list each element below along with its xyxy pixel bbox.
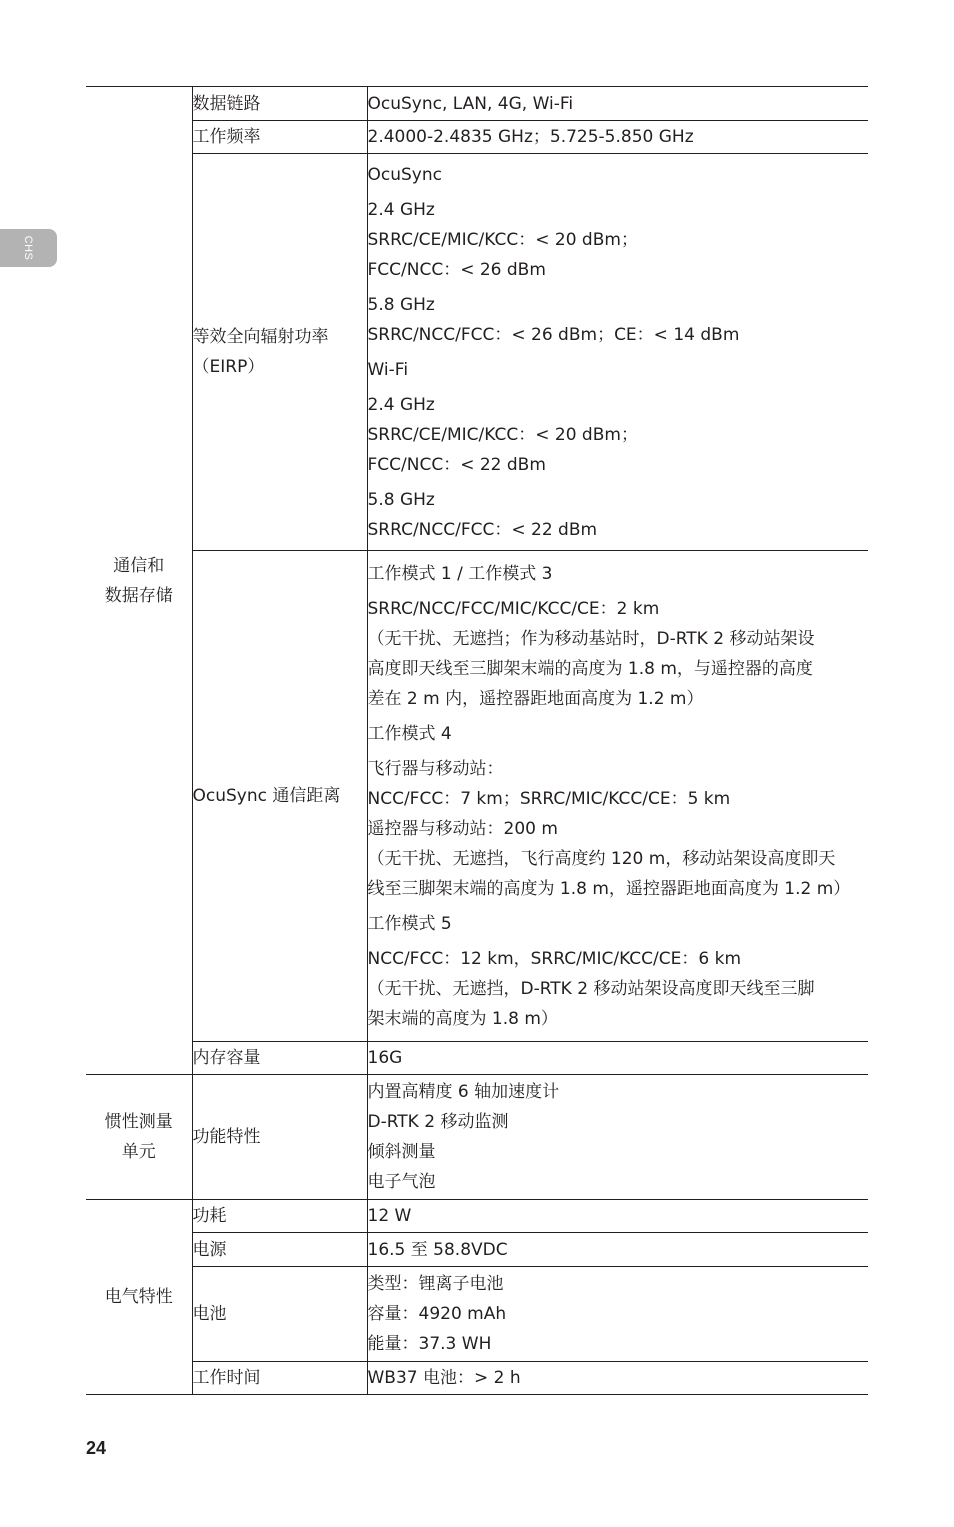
row-label-runtime: 工作时间	[192, 1362, 367, 1395]
section-title-imu: 惯性测量 单元	[86, 1075, 192, 1200]
row-value-runtime: WB37 电池：> 2 h	[367, 1362, 868, 1395]
row-value-eirp	[367, 154, 868, 551]
row-value-supply: 16.5 至 58.8VDC	[367, 1233, 868, 1267]
row-value-storage: 16G	[367, 1042, 868, 1075]
eirp-line: FCC/NCC：< 22 dBm	[367, 454, 546, 475]
eirp-line: SRRC/CE/MIC/KCC：< 20 dBm；	[367, 424, 638, 445]
eirp-line: SRRC/NCC/FCC：< 26 dBm；CE：< 14 dBm	[367, 324, 740, 345]
table-row	[86, 121, 868, 154]
spec-table	[86, 86, 868, 1395]
range-line: NCC/FCC：12 km，SRRC/MIC/KCC/CE：6 km	[367, 948, 742, 969]
eirp-line: SRRC/CE/MIC/KCC：< 20 dBm；	[367, 229, 638, 250]
range-line: （无干扰、无遮挡，D-RTK 2 移动站架设高度即天线至三脚	[367, 978, 815, 999]
range-line: SRRC/NCC/FCC/MIC/KCC/CE：2 km	[367, 598, 660, 619]
table-row	[86, 1075, 868, 1200]
row-value-frequency: 2.4000-2.4835 GHz；5.725-5.850 GHz	[367, 121, 868, 154]
row-label-frequency: 工作频率	[192, 121, 367, 154]
row-label-eirp: 等效全向辐射功率 （EIRP）	[192, 154, 367, 551]
eirp-line: SRRC/NCC/FCC：< 22 dBm	[367, 519, 598, 540]
row-label-supply: 电源	[192, 1233, 367, 1267]
feature-line: 电子气泡	[367, 1172, 436, 1192]
range-line: 高度即天线至三脚架末端的高度为 1.8 m，与遥控器的高度	[367, 658, 813, 679]
eirp-line: FCC/NCC：< 26 dBm	[367, 259, 546, 280]
battery-line: 类型：锂离子电池	[367, 1274, 504, 1294]
battery-line: 容量：4920 mAh	[367, 1304, 507, 1324]
eirp-line: 2.4 GHz	[367, 394, 435, 415]
table-row	[86, 551, 868, 1042]
row-value-range	[367, 551, 868, 1042]
row-label-features: 功能特性	[192, 1075, 367, 1200]
range-line: 线至三脚架末端的高度为 1.8 m，遥控器距地面高度为 1.2 m）	[367, 878, 851, 899]
row-value-battery	[367, 1267, 868, 1362]
page-number: 24	[86, 1438, 107, 1458]
range-line: 差在 2 m 内，遥控器距地面高度为 1.2 m）	[367, 688, 704, 709]
eirp-line: 2.4 GHz	[367, 199, 435, 220]
table-row	[86, 154, 868, 551]
range-line: 工作模式 5	[367, 913, 452, 934]
table-row	[86, 1233, 868, 1267]
range-line: 架末端的高度为 1.8 m）	[367, 1008, 558, 1029]
eirp-line: OcuSync	[367, 164, 442, 185]
row-label-data-link: 数据链路	[192, 87, 367, 121]
range-line: （无干扰、无遮挡，飞行高度约 120 m，移动站架设高度即天	[367, 848, 836, 869]
row-label-storage: 内存容量	[192, 1042, 367, 1075]
eirp-line: Wi-Fi	[367, 359, 409, 380]
range-line: 工作模式 1 / 工作模式 3	[367, 563, 553, 584]
feature-line: D-RTK 2 移动监测	[367, 1112, 509, 1132]
range-line: 飞行器与移动站：	[367, 758, 504, 779]
table-row	[86, 1200, 868, 1233]
section-title-electrical: 电气特性	[86, 1200, 192, 1395]
row-label-range: OcuSync 通信距离	[192, 551, 367, 1042]
battery-line: 能量：37.3 WH	[367, 1334, 492, 1354]
language-tab-label: CHS	[22, 235, 34, 261]
eirp-line: 5.8 GHz	[367, 489, 435, 510]
language-tab	[0, 229, 57, 267]
feature-line: 倾斜测量	[367, 1142, 436, 1162]
range-line: （无干扰、无遮挡；作为移动基站时，D-RTK 2 移动站架设	[367, 628, 815, 649]
row-value-data-link: OcuSync, LAN, 4G, Wi-Fi	[367, 87, 868, 121]
row-label-power: 功耗	[192, 1200, 367, 1233]
row-label-battery: 电池	[192, 1267, 367, 1362]
table-row	[86, 87, 868, 121]
range-line: 遥控器与移动站：200 m	[367, 818, 558, 839]
feature-line: 内置高精度 6 轴加速度计	[367, 1082, 560, 1102]
row-value-features	[367, 1075, 868, 1200]
table-row	[86, 1267, 868, 1362]
range-line: NCC/FCC：7 km；SRRC/MIC/KCC/CE：5 km	[367, 788, 731, 809]
eirp-line: 5.8 GHz	[367, 294, 435, 315]
table-row	[86, 1042, 868, 1075]
section-title-communication: 通信和 数据存储	[86, 87, 192, 1075]
table-row	[86, 1362, 868, 1395]
row-value-power: 12 W	[367, 1200, 868, 1233]
range-line: 工作模式 4	[367, 723, 452, 744]
